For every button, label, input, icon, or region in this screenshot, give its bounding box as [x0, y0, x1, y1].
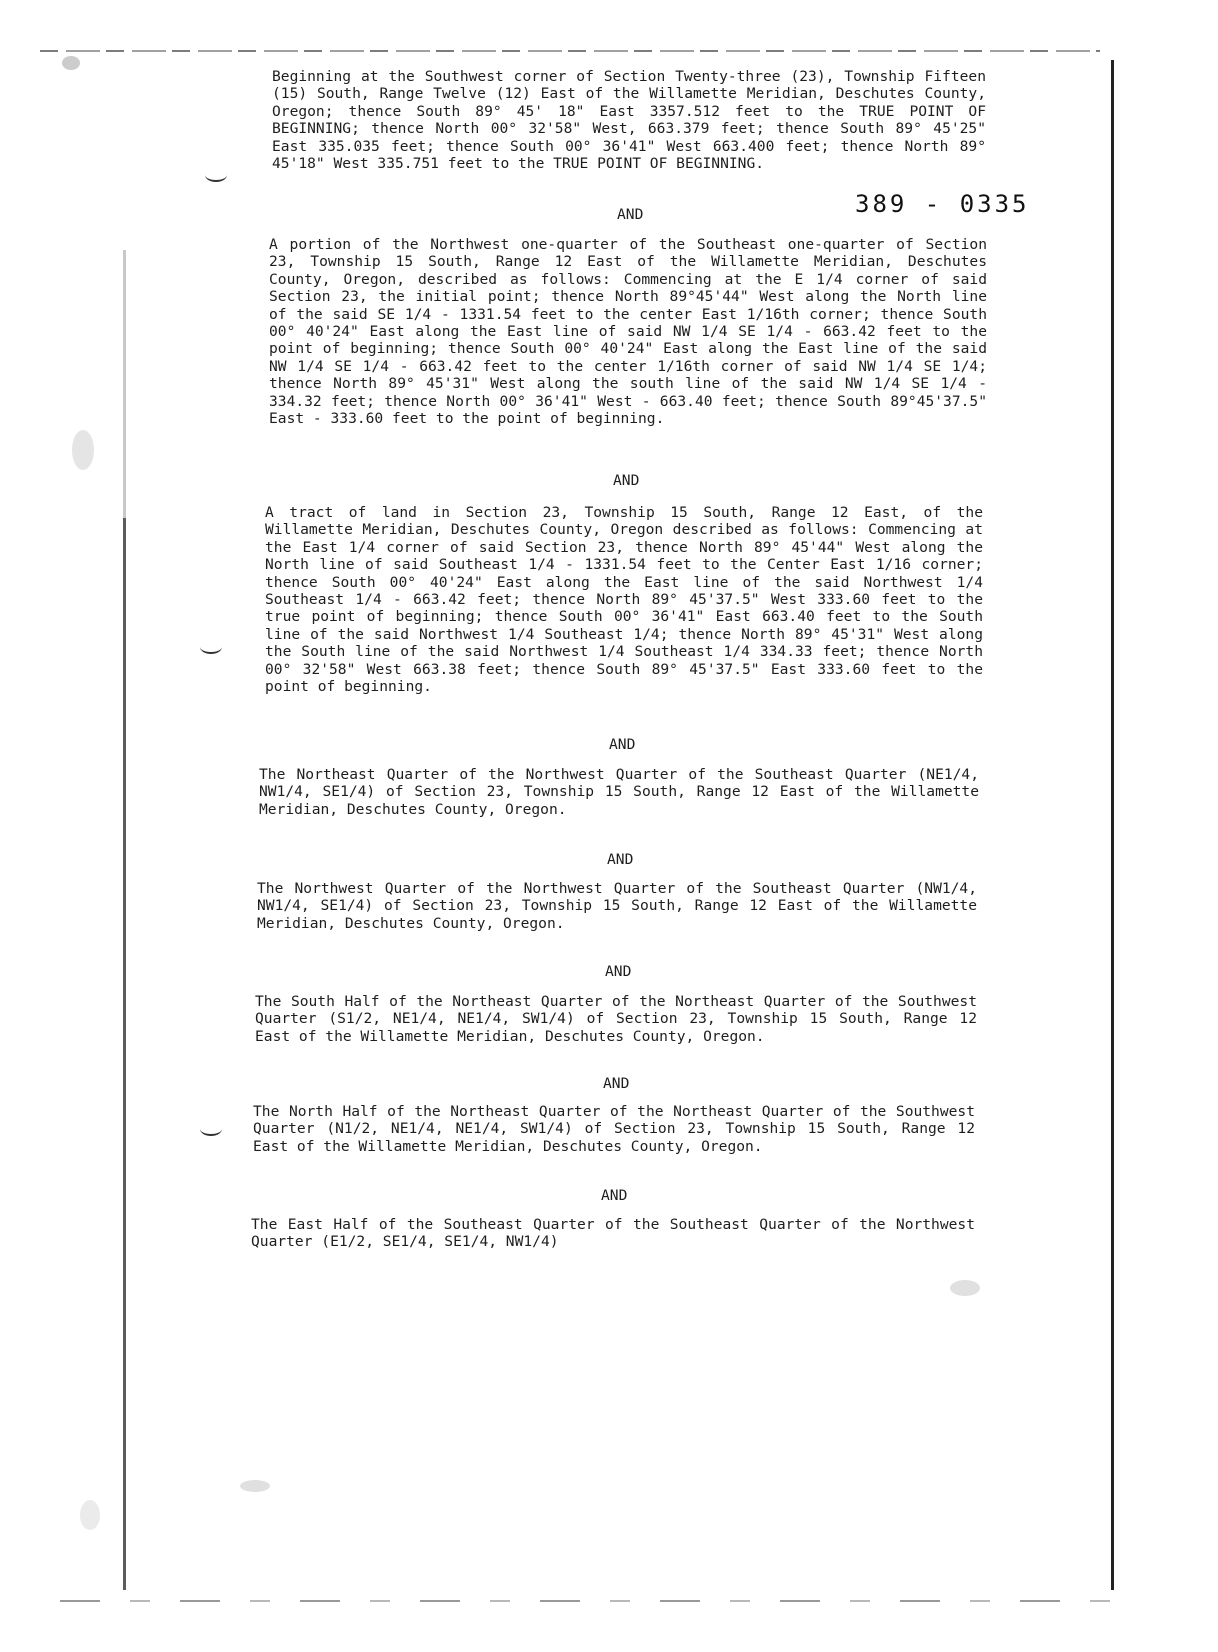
- legal-description-paragraph: The Northwest Quarter of the Northwest Quarter of the Southeast Quarter (NW1/4, NW1/4, SE1/4) of Section 23, Township 15 South, Range 12 East of the Willamette Meridian, Deschutes County, Oregon.: [257, 880, 977, 932]
- legal-description-paragraph: The North Half of the Northeast Quarter of the Northeast Quarter of the Southwest Quarter (N1/2, NE1/4, NE1/4, SW1/4) of Section 23, Township 15 South, Range 12 East of the Willamette Meridian, Deschutes County, Oregon.: [253, 1103, 975, 1155]
- punch-hole-mark: [205, 168, 227, 182]
- and-separator: AND: [601, 1187, 628, 1204]
- legal-description-paragraph: A tract of land in Section 23, Township 15 South, Range 12 East, of the Willamette Meridian, Deschutes County, Oregon described as follows: Commencing at the East 1/4 corner of said Section 23, thence North 89° 45'44" West along the North line of said Southeast 1/4 - 1331.54 feet to the Center East 1/16 corner; thence South 00° 40'24" East along the East line of the said Northwest 1/4 Southeast 1/4 - 663.42 feet; thence North 89° 45'37.5" West 333.60 feet to the true point of beginning; thence South 00° 36'41" East 663.40 feet to the South line of the said Northwest 1/4 Southeast 1/4; thence North 89° 45'31" West along the South line of the said Northwest 1/4 Southeast 1/4 334.33 feet; thence North 00° 32'58" West 663.38 feet; thence South 89° 45'37.5" East 333.60 feet to the point of beginning.: [265, 504, 983, 696]
- punch-hole-mark: [200, 1122, 222, 1136]
- and-separator: AND: [603, 1075, 630, 1092]
- scan-speck: [950, 1280, 980, 1296]
- scan-speck: [62, 56, 80, 70]
- legal-description-paragraph-cutoff: The East Half of the Southeast Quarter of the Southeast Quarter of the Northwest Quarter (E1/2, SE1/4, SE1/4, NW1/4): [251, 1216, 975, 1251]
- legal-description-paragraph: A portion of the Northwest one-quarter of the Southeast one-quarter of Section 23, Township 15 South, Range 12 East of the Willamette Meridian, Deschutes County, Oregon, described as follows: Commencing at the E 1/4 corner of said Section 23, the initial point; thence North 89°45'44" West along the North line of the said SE 1/4 - 1331.54 feet to the center East 1/16th corner; thence South 00° 40'24" East along the East line of said NW 1/4 SE 1/4 - 663.42 feet to the point of beginning; thence South 00° 40'24" East along the East line of the said NW 1/4 SE 1/4 - 663.42 feet to the center 1/16th corner of said NW 1/4 SE 1/4; thence North 89° 45'31" West along the south line of the said NW 1/4 SE 1/4 - 334.32 feet; thence North 00° 36'41" West - 663.40 feet; thence South 89°45'37.5" East - 333.60 feet to the point of beginning.: [269, 236, 987, 428]
- record-number: 389 - 0335: [855, 190, 1030, 218]
- and-separator: AND: [617, 206, 644, 223]
- and-separator: AND: [613, 472, 640, 489]
- scan-speck: [80, 1500, 100, 1530]
- legal-description-paragraph: The South Half of the Northeast Quarter of the Northeast Quarter of the Southwest Quarter (S1/2, NE1/4, NE1/4, SW1/4) of Section 23, Township 15 South, Range 12 East of the Willamette Meridian, Deschutes County, Oregon.: [255, 993, 977, 1045]
- legal-description-paragraph: Beginning at the Southwest corner of Section Twenty-three (23), Township Fifteen (15) South, Range Twelve (12) East of the Willamette Meridian, Deschutes County, Oregon; thence South 89° 45' 18" East 3357.512 feet to the TRUE POINT OF BEGINNING; thence North 00° 32'58" West, 663.379 feet; thence South 89° 45'25" East 335.035 feet; thence South 00° 36'41" West 663.400 feet; thence North 89° 45'18" West 335.751 feet to the TRUE POINT OF BEGINNING.: [272, 68, 986, 173]
- right-page-edge: [1111, 60, 1114, 1590]
- and-separator: AND: [607, 851, 634, 868]
- and-separator: AND: [609, 736, 636, 753]
- scan-speck: [240, 1480, 270, 1492]
- left-page-edge: [123, 250, 126, 1590]
- legal-description-paragraph: The Northeast Quarter of the Northwest Quarter of the Southeast Quarter (NE1/4, NW1/4, SE1/4) of Section 23, Township 15 South, Range 12 East of the Willamette Meridian, Deschutes County, Oregon.: [259, 766, 979, 818]
- top-scan-rule: [40, 50, 1100, 52]
- punch-hole-mark: [200, 640, 222, 654]
- and-separator: AND: [605, 963, 632, 980]
- scan-speck: [72, 430, 94, 470]
- bottom-scan-rule: [60, 1600, 1110, 1602]
